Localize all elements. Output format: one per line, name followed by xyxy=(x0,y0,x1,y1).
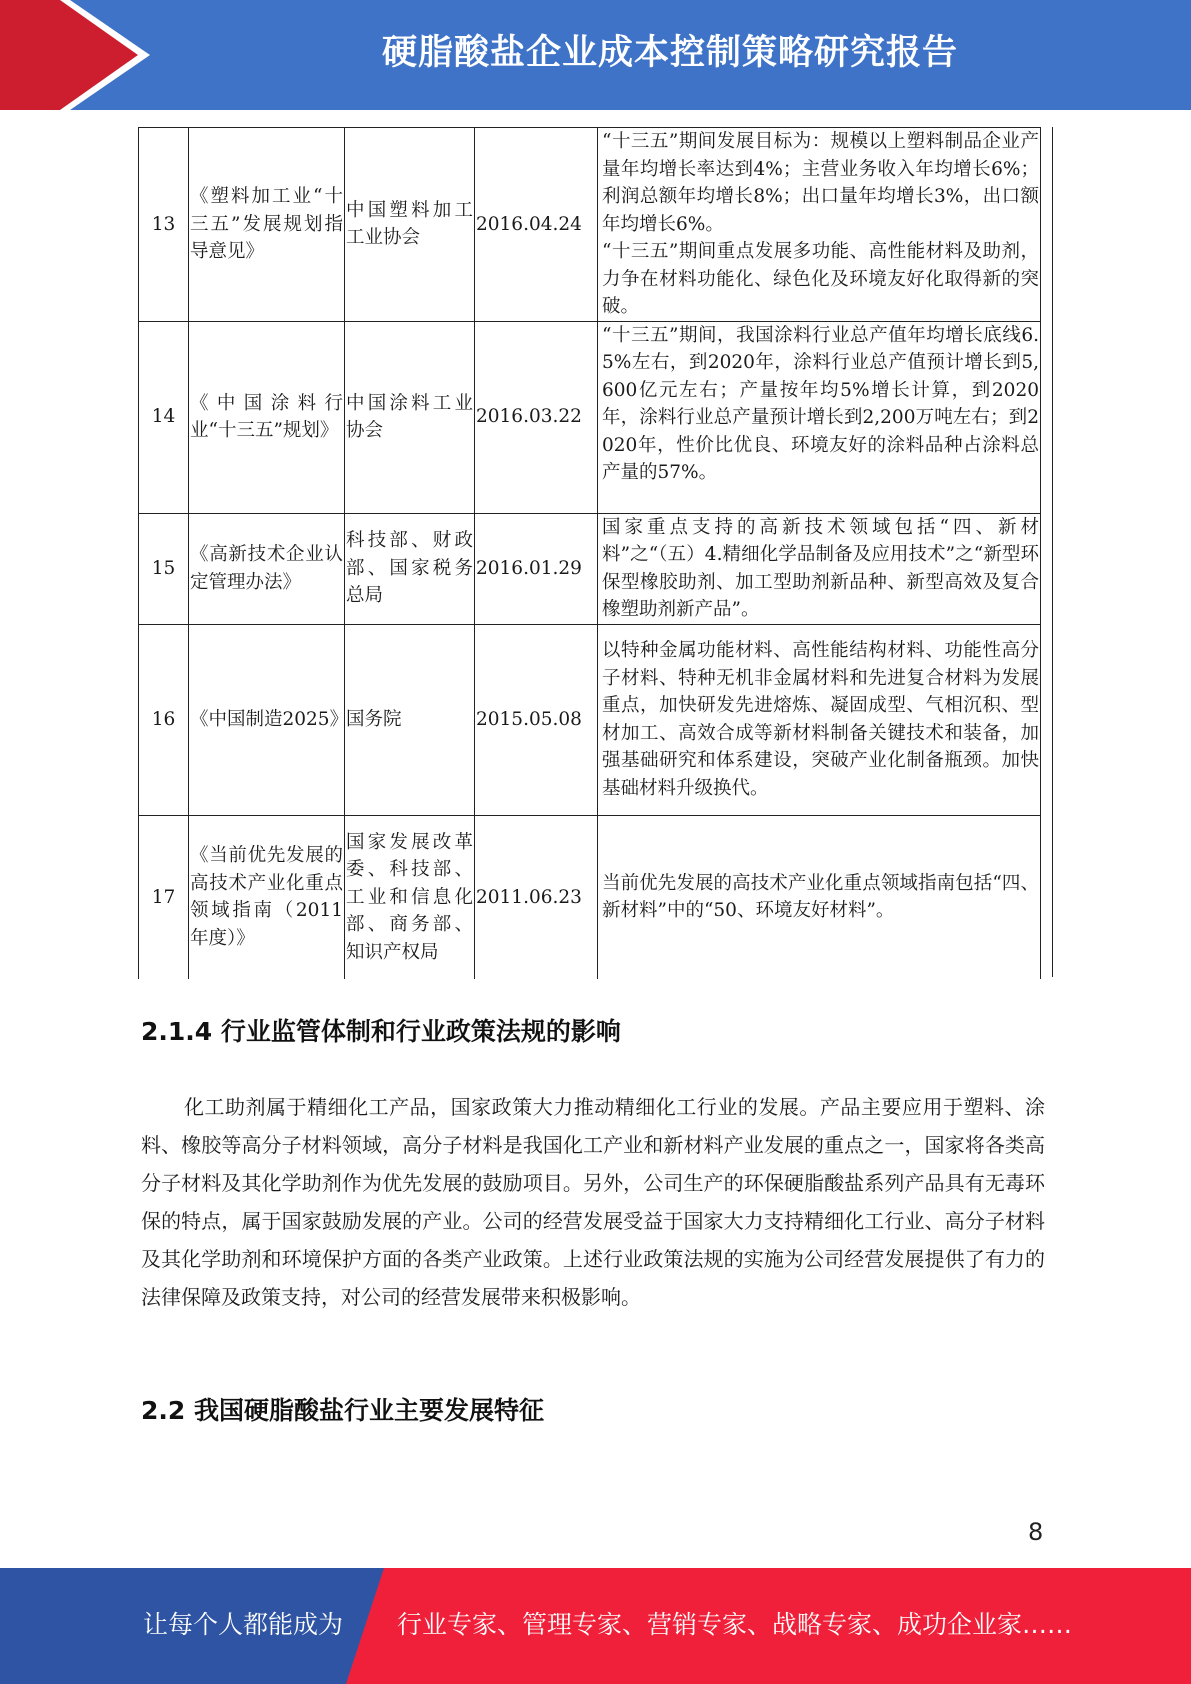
policy-content xyxy=(598,128,1041,322)
policy-content xyxy=(598,513,1041,624)
row-number: 17 xyxy=(139,815,189,979)
content-paragraph: 以特种金属功能材料、高性能结构材料、功能性高分子材料、特种无机非金属材料和先进复合材料为发展重点，加快研发先进熔炼、凝固成型、气相沉积、型材加工、高效合成等新材料制备关键技术和装备，加强基础研究和体系建设，突破产业化制备瓶颈。加快基础材料升级换代。 xyxy=(602,640,1039,799)
policy-content xyxy=(598,624,1041,815)
page-footer xyxy=(0,1568,1191,1684)
row-number: 16 xyxy=(139,624,189,815)
table-row xyxy=(139,815,1041,979)
issue-date: 2016.03.22 xyxy=(475,321,598,513)
content-paragraph: “十三五”期间重点发展多功能、高性能材料及助剂，力争在材料功能化、绿色化及环境友好化取得新的突破。 xyxy=(602,241,1039,317)
content-paragraph: “十三五”期间发展目标为：规模以上塑料制品企业产量年均增长率达到4%；主营业务收入年均增长6%；利润总额年均增长8%；出口量年均增长3%，出口额年均增长6%。 xyxy=(602,131,1039,235)
policy-name: 《当前优先发展的高技术产业化重点领域指南（2011年度）》 xyxy=(189,815,345,979)
issuing-body: 国家发展改革委、科技部、工业和信息化部、商务部、知识产权局 xyxy=(345,815,475,979)
policy-name: 《高新技术企业认定管理办法》 xyxy=(189,513,345,624)
policy-name: 《中国制造2025》 xyxy=(189,624,345,815)
content-paragraph: “十三五”期间，我国涂料行业总产值年均增长底线6.5%左右，到2020年，涂料行业总产值预计增长到5,600亿元左右；产量按年均5%增长计算，到2020年，涂料行业总产量预计增长到2,200万吨左右；到2020年，性价比优良、环境友好的涂料品种占涂料总产量的57%。 xyxy=(602,324,1039,483)
issue-date: 2015.05.08 xyxy=(475,624,598,815)
policy-content xyxy=(598,321,1041,513)
issuing-body: 中国涂料工业协会 xyxy=(345,321,475,513)
report-title: 硬脂酸盐企业成本控制策略研究报告 xyxy=(381,33,958,73)
issue-date: 2011.06.23 xyxy=(475,815,598,979)
footer-slogan-left: 让每个人都能成为 xyxy=(143,1610,344,1639)
table-row xyxy=(139,128,1041,322)
content-paragraph: 当前优先发展的高技术产业化重点领域指南包括“四、新材料”中的“50、环境友好材料”。 xyxy=(602,872,1039,922)
footer-slogan-right: 行业专家、管理专家、营销专家、战略专家、成功企业家…… xyxy=(397,1610,1073,1639)
issuing-body: 国务院 xyxy=(345,624,475,815)
policy-table xyxy=(138,127,1041,979)
issue-date: 2016.01.29 xyxy=(475,513,598,624)
policy-content xyxy=(598,815,1041,979)
body-paragraph: 化工助剂属于精细化工产品，国家政策大力推动精细化工行业的发展。产品主要应用于塑料、涂料、橡胶等高分子材料领域，高分子材料是我国化工产业和新材料产业发展的重点之一，国家将各类高分子材料及其化学助剂作为优先发展的鼓励项目。另外，公司生产的环保硬脂酸盐系列产品具有无毒环保的特点，属于国家鼓励发展的产业。公司的经营发展受益于国家大力支持精细化工行业、高分子材料及其化学助剂和环境保护方面的各类产业政策。上述行业政策法规的实施为公司经营发展提供了有力的法律保障及政策支持，对公司的经营发展带来积极影响。 xyxy=(141,1095,1045,1309)
table-right-rule xyxy=(1052,127,1053,977)
section-heading: 2.1.4 行业监管体制和行业政策法规的影响 xyxy=(141,1017,621,1046)
issue-date: 2016.04.24 xyxy=(475,128,598,322)
content-paragraph: 国家重点支持的高新技术领域包括“四、新材料”之“（五）4.精细化学品制备及应用技术”之“新型环保型橡胶助剂、加工型助剂新品种、新型高效及复合橡塑助剂新产品”。 xyxy=(602,516,1039,620)
page-number: 8 xyxy=(1028,1518,1044,1546)
issuing-body: 中国塑料加工工业协会 xyxy=(345,128,475,322)
policy-name: 《中国涂料行业“十三五”规划》 xyxy=(189,321,345,513)
issuing-body: 科技部、财政部、国家税务总局 xyxy=(345,513,475,624)
policy-name: 《塑料加工业“十三五”发展规划指导意见》 xyxy=(189,128,345,322)
section-heading: 2.2 我国硬脂酸盐行业主要发展特征 xyxy=(141,1396,544,1425)
table-row xyxy=(139,624,1041,815)
row-number: 14 xyxy=(139,321,189,513)
row-number: 15 xyxy=(139,513,189,624)
table-row xyxy=(139,513,1041,624)
table-row xyxy=(139,321,1041,513)
page-header xyxy=(0,0,1191,110)
row-number: 13 xyxy=(139,128,189,322)
